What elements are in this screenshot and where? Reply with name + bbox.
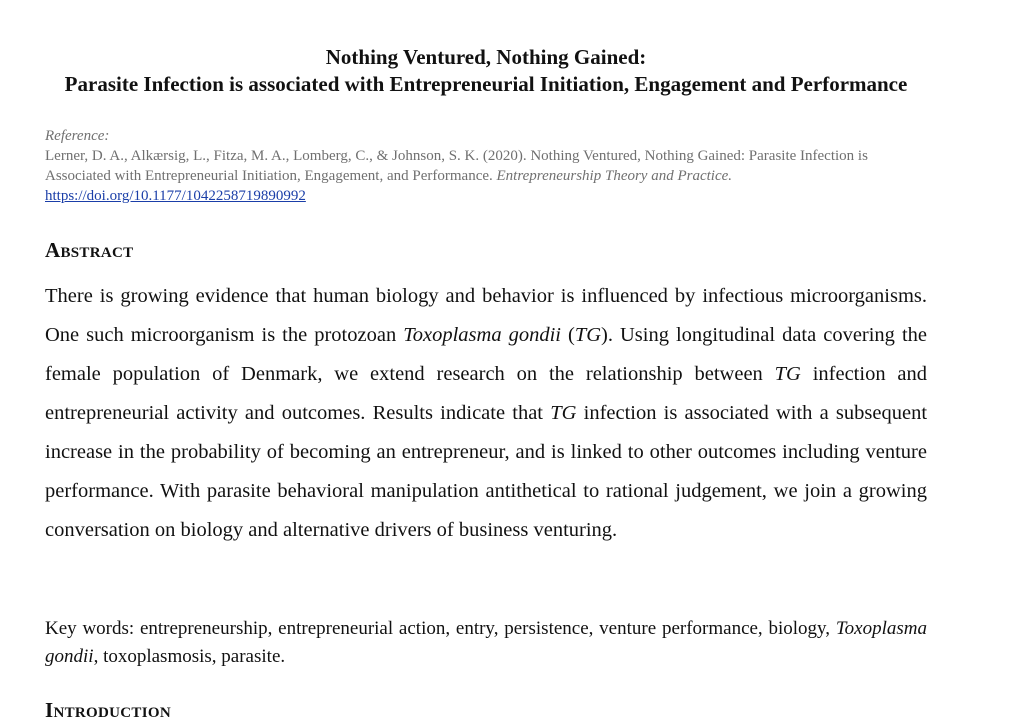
organism-name: Toxoplasma gondii <box>403 324 561 346</box>
abbr-tg-1: TG <box>574 324 602 346</box>
title-line-2: Parasite Infection is associated with Entrepreneurial Initiation, Engagement and Performance <box>64 72 908 96</box>
abstract-heading: Abstract <box>45 238 134 262</box>
keywords-organism: Toxoplasma gondii <box>45 618 928 667</box>
abstract-sentence-4: infection is associated with a subsequent increase in the probability of becoming an entrepreneur, and is linked to other outcomes including venture performance. With parasite behavioral manipulation antithetical to rational judgement, we join a growing conversation on biology and alternative drivers of business venturing. <box>45 402 928 541</box>
abstract-sentence-1: There is growing evidence that human biology and behavior is influenced by infectious microorganisms. One such microorganism is the protozoan <box>45 285 927 346</box>
abbr-tg-2: TG <box>774 363 801 385</box>
abstract-text <box>45 277 927 550</box>
reference-label: Reference: <box>45 128 110 144</box>
doi-link[interactable]: https://doi.org/10.1177/1042258719890992 <box>45 188 306 204</box>
keywords-prefix: Key words: entrepreneurship, entrepreneurial action, entry, persistence, venture performance, biology, <box>45 618 831 639</box>
keywords <box>45 615 927 671</box>
abstract-sentence-3: infection and entrepreneurial activity and outcomes. Results indicate that <box>45 363 928 424</box>
reference-citation: Lerner, D. A., Alkærsig, L., Fitza, M. A., Lomberg, C., & Johnson, S. K. (2020). Nothing Ventured, Nothing Gained: Parasite Infection is Associated with Entrepreneurial Initiation, Engagement, and Performance. <box>45 148 868 184</box>
reference-block <box>45 126 925 206</box>
reference-journal: Entrepreneurship Theory and Practice. <box>496 168 733 184</box>
title-line-1: Nothing Ventured, Nothing Gained: <box>325 45 647 69</box>
abstract-sentence-2: ). Using longitudinal data covering the female population of Denmark, we extend research on the relationship between <box>45 324 927 385</box>
keywords-suffix: , toxoplasmosis, parasite. <box>93 646 286 667</box>
introduction-heading: Introduction <box>45 698 171 722</box>
paper-title <box>0 44 972 98</box>
abbr-tg-3: TG <box>550 402 577 424</box>
abstract-paren-open: ( <box>567 324 575 346</box>
